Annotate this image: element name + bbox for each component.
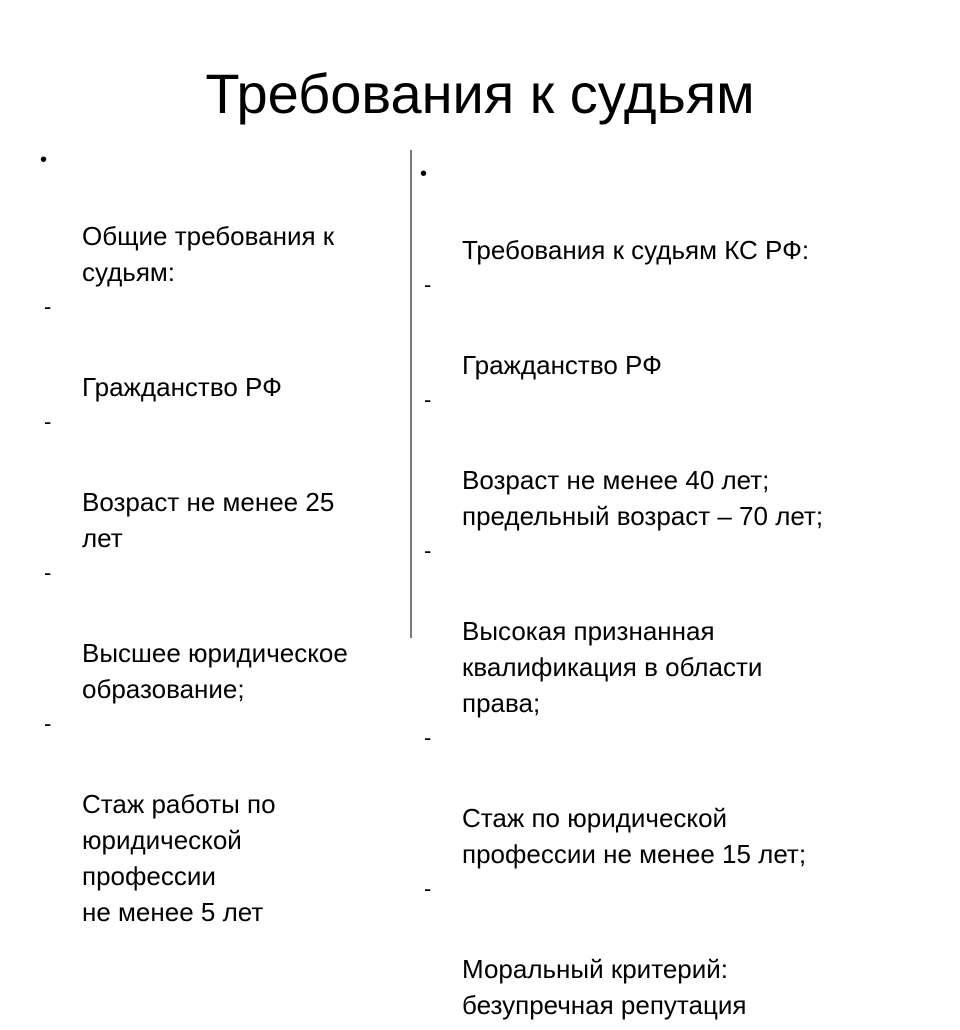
right-item — [420, 272, 940, 383]
dash-icon: - — [424, 725, 432, 750]
left-item-text: Возраст не менее 25 лет — [82, 487, 335, 553]
bullet-icon: • — [40, 149, 48, 171]
left-item — [40, 409, 412, 556]
left-heading: Общие требования к судьям: — [82, 221, 335, 287]
left-item-text: Стаж работы по юридической профессии не менее 5 лет — [82, 789, 276, 927]
dash-icon: - — [424, 538, 432, 563]
right-heading-item — [420, 160, 940, 268]
dash-icon: - — [44, 294, 52, 319]
right-item — [420, 538, 940, 721]
dash-icon: - — [424, 876, 432, 901]
right-item — [420, 387, 940, 534]
dash-icon: - — [424, 387, 432, 412]
left-item-text: Гражданство РФ — [82, 372, 282, 402]
right-item — [420, 725, 940, 872]
dash-icon: - — [44, 711, 52, 736]
right-item-text: Стаж по юридической профессии не менее 15 лет; — [462, 803, 807, 869]
slide-title: Требования к судьям — [205, 62, 755, 125]
left-item — [40, 294, 412, 405]
dash-icon: - — [424, 272, 432, 297]
left-item — [40, 711, 412, 930]
right-column — [420, 160, 940, 1030]
left-heading-item — [40, 146, 412, 290]
left-item — [40, 560, 412, 707]
right-item-text: Моральный критерий: безупречная репутация — [462, 954, 747, 1020]
dash-icon: - — [44, 560, 52, 585]
right-item-text: Возраст не менее 40 лет; предельный возраст – 70 лет; — [462, 465, 824, 531]
right-item — [420, 876, 940, 1023]
left-item-text: Высшее юридическое образование; — [82, 638, 348, 704]
right-item-text: Гражданство РФ — [462, 350, 662, 380]
left-column — [40, 146, 412, 937]
right-heading: Требования к судьям КС РФ: — [462, 235, 810, 265]
dash-icon: - — [44, 409, 52, 434]
bullet-icon: • — [420, 163, 428, 185]
right-item-text: Высокая признанная квалификация в области права; — [462, 616, 763, 718]
